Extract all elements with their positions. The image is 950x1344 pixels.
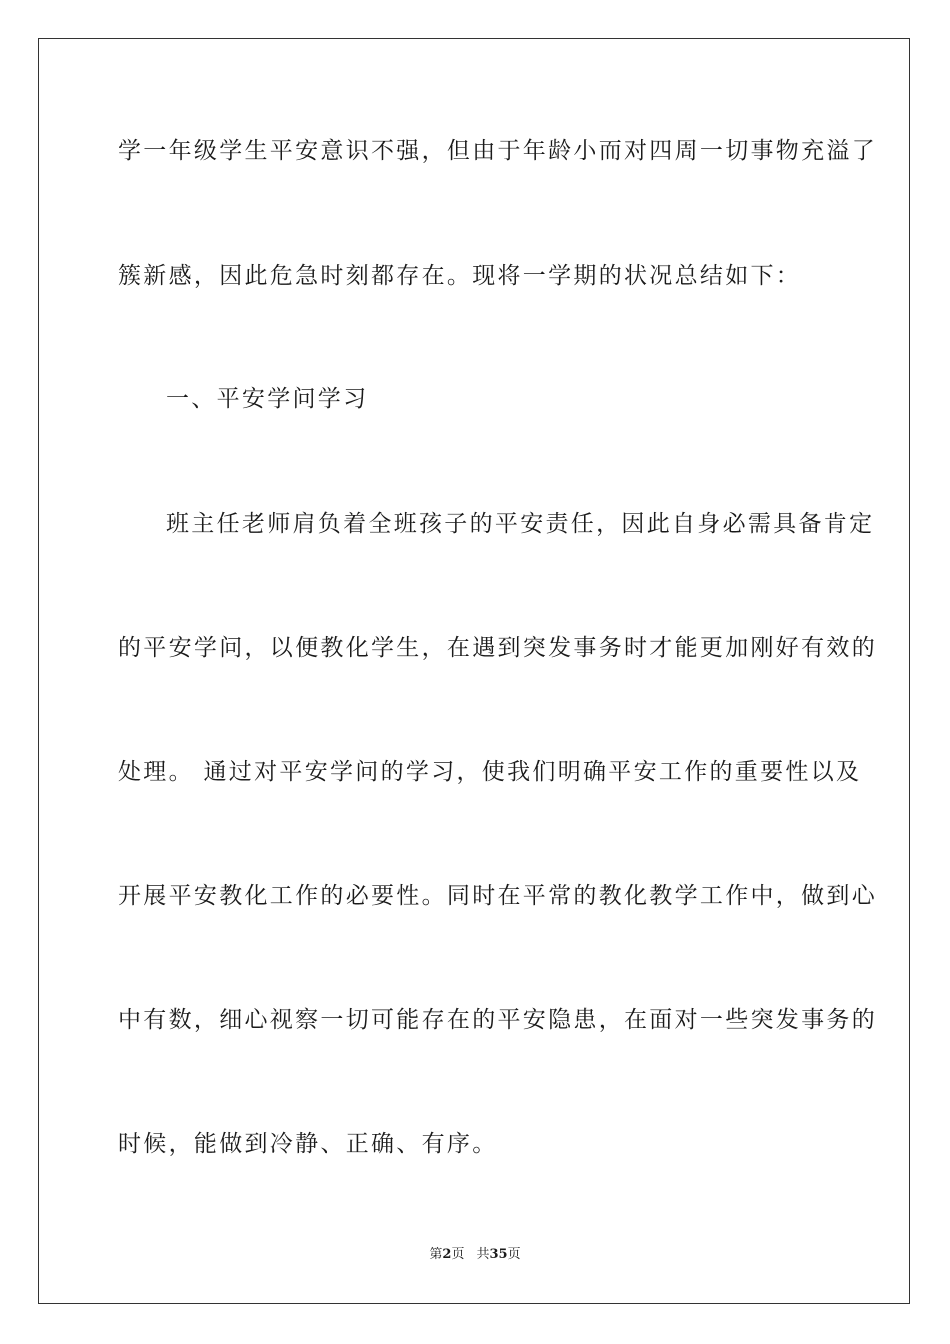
page-footer — [0, 1246, 950, 1264]
text-line: 簇新感，因此危急时刻都存在。现将一学期的状况总结如下： — [118, 263, 802, 289]
text-line: 处理。 通过对平安学问的学习，使我们明确平安工作的重要性以及 — [118, 759, 862, 785]
page-number: 2 — [442, 1247, 452, 1262]
text-line: 开展平安教化工作的必要性。同时在平常的教化教学工作中，做到心 — [118, 883, 877, 909]
page-prefix: 第 — [429, 1247, 443, 1262]
text-line: 的平安学问，以便教化学生，在遇到突发事务时才能更加刚好有效的 — [118, 635, 877, 661]
total-pages: 35 — [489, 1247, 508, 1262]
total-prefix: 共 — [476, 1247, 490, 1262]
total-suffix: 页 — [507, 1247, 521, 1262]
text-line: 时候，能做到冷静、正确、有序。 — [118, 1131, 498, 1157]
text-line: 中有数，细心视察一切可能存在的平安隐患，在面对一些突发事务的 — [118, 1007, 877, 1033]
paragraph-start-line: 班主任老师肩负着全班孩子的平安责任，因此自身必需具备肯定 — [166, 511, 875, 537]
text-line: 学一年级学生平安意识不强，但由于年龄小而对四周一切事物充溢了 — [118, 138, 877, 164]
page-suffix: 页 — [451, 1247, 465, 1262]
section-heading: 一、平安学问学习 — [166, 386, 369, 412]
page-frame — [38, 38, 910, 1304]
